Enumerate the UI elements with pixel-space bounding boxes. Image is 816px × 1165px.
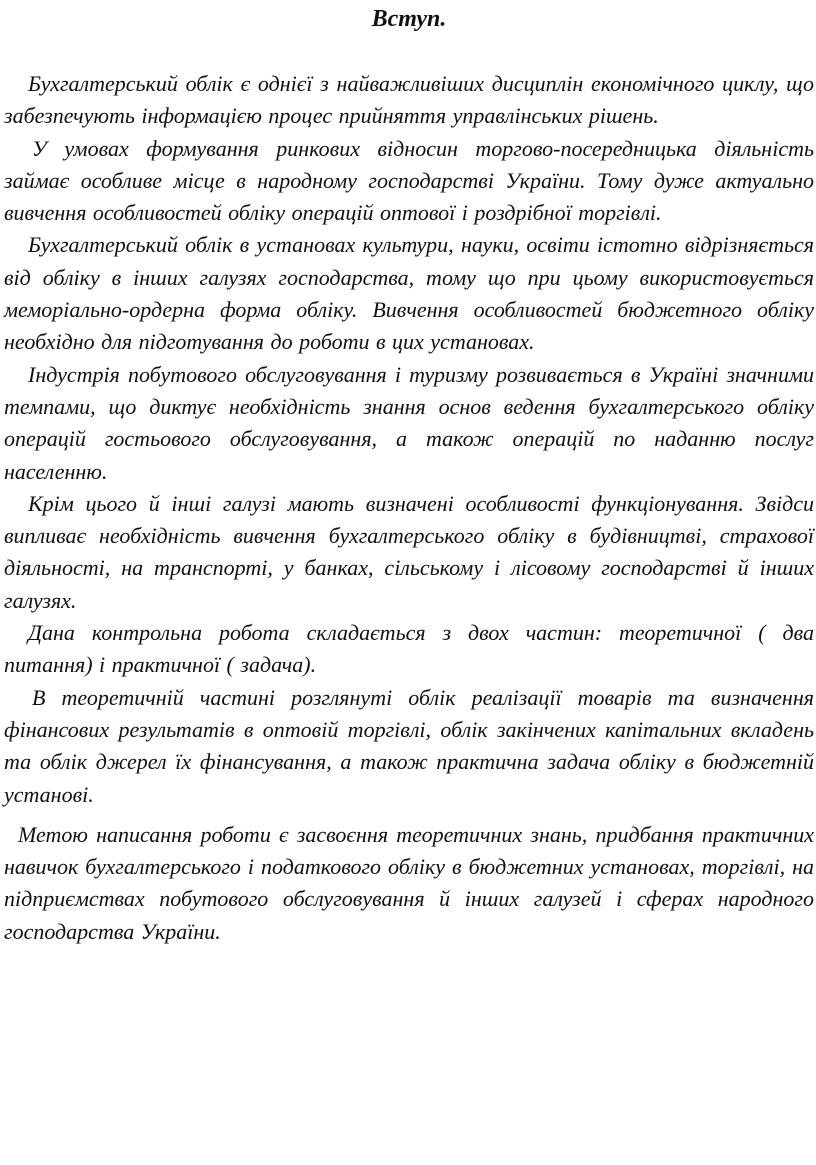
paragraph-work-structure: Дана контрольна робота складається з двох частин: теоретичної ( два питання) і практичної ( задача).	[4, 620, 814, 678]
document-title: Вступ.	[371, 6, 447, 32]
paragraph-services-tourism: Індустрія побутового обслуговування і туризму розвивається в Україні значними темпами, що диктує необхідність знання основ ведення бухгалтерського обліку операцій гостьового обслуговування, а також операцій по наданню послуг населенню.	[4, 361, 814, 484]
paragraph-budget-institutions: Бухгалтерський облік в установах культури, науки, освіти істотно відрізняється від обліку в інших галузях господарства, тому що при цьому використовується меморіально-ордерна форма обліку. Вивчення особливостей бюджетного обліку необхідно для підготування до роботи в цих установах.	[4, 232, 814, 355]
paragraph-other-industries: Крім цього й інші галузі мають визначені особливості функціонування. Звідси випливає необхідність вивчення бухгалтерського обліку в будівництві, страхової діяльності, на транспорті, у банках, сільському і лісовому господарстві й інших галузях.	[4, 490, 814, 613]
paragraph-theoretical-part: В теоретичній частині розглянуті облік реалізації товарів та визначення фінансових результатів в оптовій торгівлі, облік закінчених капітальних вкладень та облік джерел їх фінансування, а також практична задача обліку в бюджетній установі.	[4, 684, 814, 807]
paragraph-goal: Метою написання роботи є засвоєння теоретичних знань, придбання практичних навичок бухгалтерського і податкового обліку в бюджетних установах, торгівлі, на підприємствах побутового обслуговування й інших галузей і сферах народного господарства України.	[4, 821, 814, 944]
paragraph-intro: Бухгалтерський облік є однієї з найважливіших дисциплін економічного циклу, що забезпечують інформацією процес прийняття управлінських рішень.	[4, 71, 814, 129]
paragraph-trade: У умовах формування ринкових відносин торгово-посередницька діяльність займає особливе місце в народному господарстві України. Тому дуже актуально вивчення особливостей обліку операцій оптової і роздрібної торгівлі.	[4, 135, 814, 226]
